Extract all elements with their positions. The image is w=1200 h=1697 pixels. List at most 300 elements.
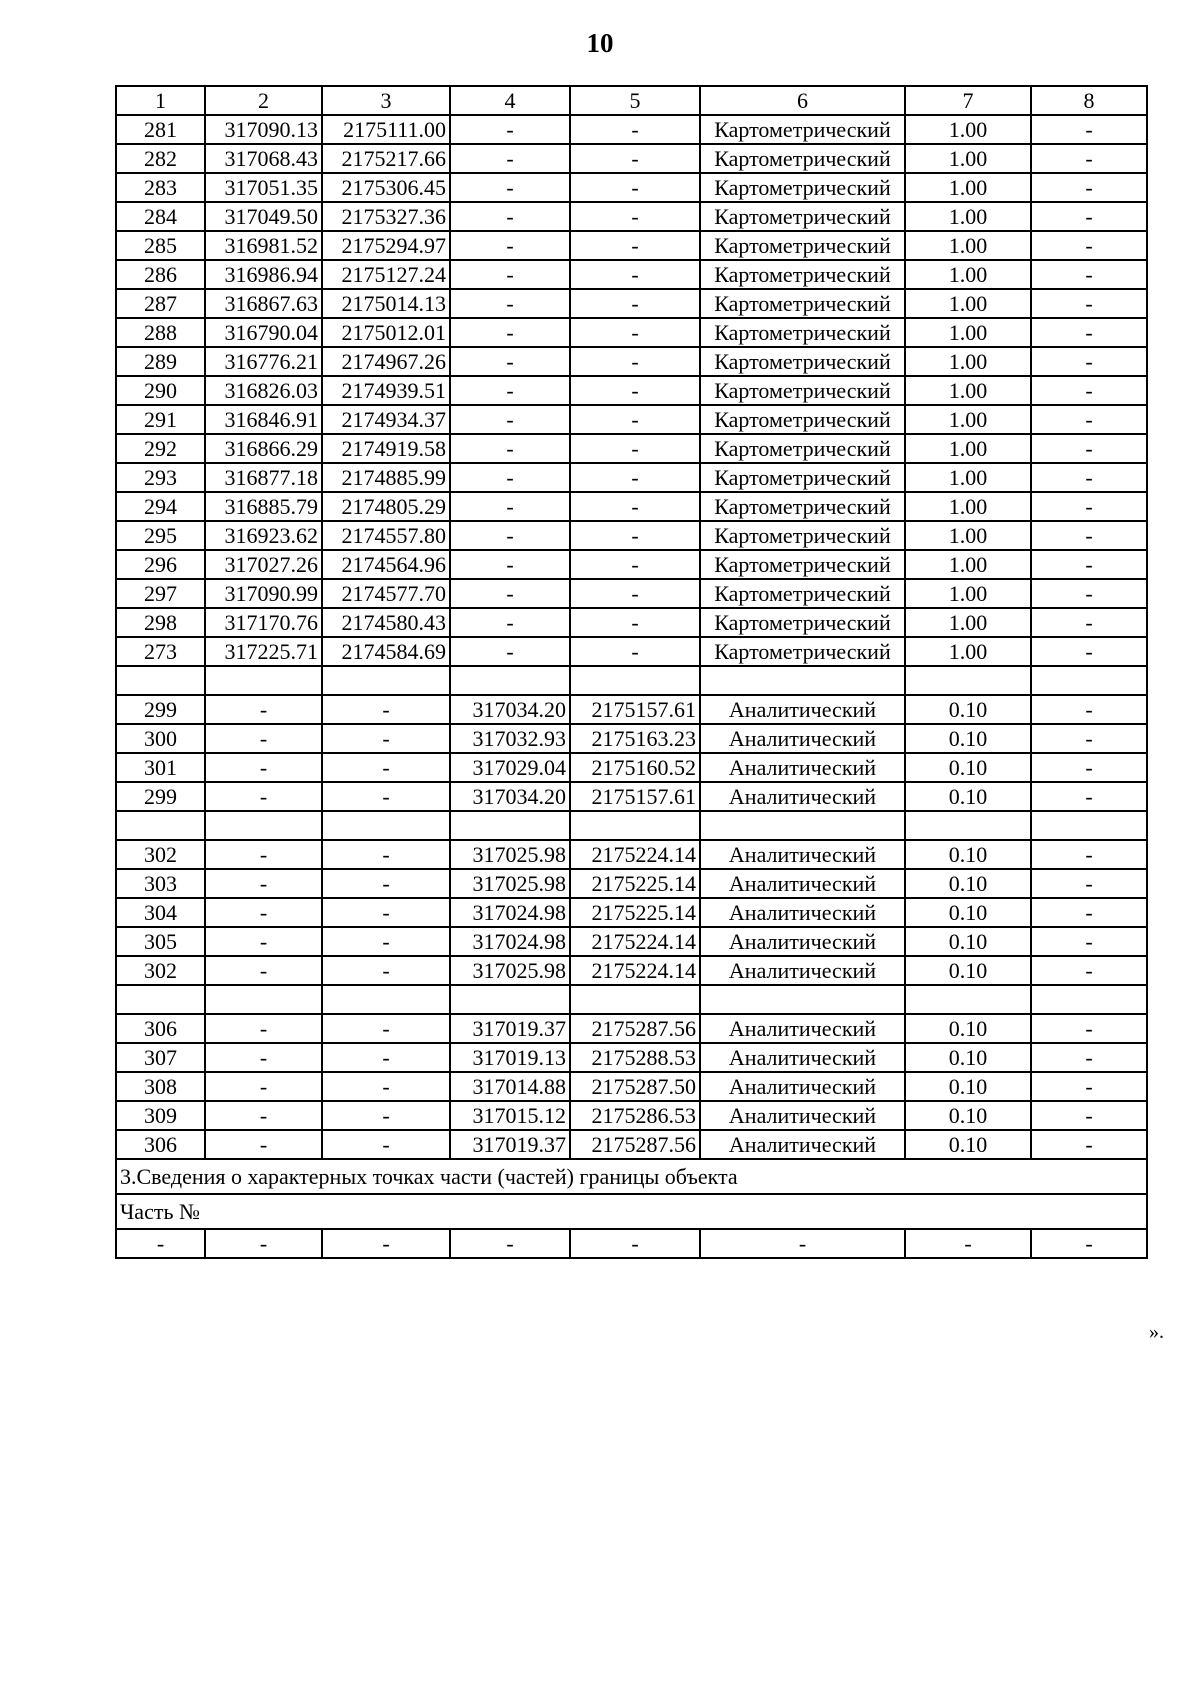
table-cell: -	[1031, 463, 1147, 492]
table-cell: 0.10	[905, 1043, 1031, 1072]
table-row	[116, 927, 1147, 956]
table-cell: -	[450, 202, 570, 231]
table-cell: Аналитический	[700, 840, 905, 869]
table-cell: 286	[116, 260, 205, 289]
table-cell: -	[570, 115, 700, 144]
table-cell: 317019.13	[450, 1043, 570, 1072]
table-spacer-row	[116, 985, 1147, 1014]
table-cell: 317051.35	[205, 173, 322, 202]
table-cell: -	[322, 724, 450, 753]
table-row	[116, 1072, 1147, 1101]
table-row	[116, 463, 1147, 492]
table-cell: -	[1031, 753, 1147, 782]
table-cell: 2174939.51	[322, 376, 450, 405]
table-cell: -	[322, 898, 450, 927]
table-cell: 2174967.26	[322, 347, 450, 376]
table-cell: -	[1031, 260, 1147, 289]
table-cell: -	[1031, 492, 1147, 521]
table-cell: 0.10	[905, 753, 1031, 782]
table-cell: -	[570, 202, 700, 231]
table-cell: -	[450, 376, 570, 405]
table-row	[116, 260, 1147, 289]
table-cell: Картометрический	[700, 521, 905, 550]
table-cell: Картометрический	[700, 347, 905, 376]
table-cell: 0.10	[905, 1101, 1031, 1130]
table-cell: 307	[116, 1043, 205, 1072]
table-cell: -	[450, 608, 570, 637]
table-cell: -	[450, 492, 570, 521]
table-cell: 317024.98	[450, 927, 570, 956]
table-cell: 0.10	[905, 840, 1031, 869]
table-cell: 316877.18	[205, 463, 322, 492]
table-cell: 291	[116, 405, 205, 434]
table-cell: 299	[116, 695, 205, 724]
table-cell: 1.00	[905, 608, 1031, 637]
table-cell: 316986.94	[205, 260, 322, 289]
table-cell: -	[570, 550, 700, 579]
table-cell: 316981.52	[205, 231, 322, 260]
table-cell: 283	[116, 173, 205, 202]
table-cell: -	[1031, 637, 1147, 666]
table-cell: -	[205, 695, 322, 724]
table-row	[116, 521, 1147, 550]
table-cell: Картометрический	[700, 463, 905, 492]
table-cell	[905, 811, 1031, 840]
table-cell: -	[570, 347, 700, 376]
table-cell: 317019.37	[450, 1014, 570, 1043]
table-cell: 285	[116, 231, 205, 260]
table-cell: 2174557.80	[322, 521, 450, 550]
table-cell: -	[1031, 231, 1147, 260]
table-cell: Аналитический	[700, 1014, 905, 1043]
table-cell: Картометрический	[700, 260, 905, 289]
table-cell: 1.00	[905, 115, 1031, 144]
table-cell: 282	[116, 144, 205, 173]
table-cell: 2175157.61	[570, 695, 700, 724]
table-cell: 1.00	[905, 144, 1031, 173]
table-cell: 305	[116, 927, 205, 956]
table-cell: -	[1031, 956, 1147, 985]
table-cell: 317014.88	[450, 1072, 570, 1101]
table-cell: -	[205, 1229, 322, 1258]
table-cell: Картометрический	[700, 318, 905, 347]
table-cell: 316846.91	[205, 405, 322, 434]
table-cell: 1.00	[905, 579, 1031, 608]
table-cell: 1.00	[905, 173, 1031, 202]
part-label: Часть №	[116, 1194, 1147, 1229]
table-cell	[450, 985, 570, 1014]
table-cell: 296	[116, 550, 205, 579]
table-cell: 292	[116, 434, 205, 463]
table-row	[116, 898, 1147, 927]
table-cell: -	[1031, 521, 1147, 550]
section-title: 3.Сведения о характерных точках части (частей) границы объекта	[116, 1159, 1147, 1194]
table-row	[116, 695, 1147, 724]
table-cell: 2175327.36	[322, 202, 450, 231]
table-cell: 2175224.14	[570, 956, 700, 985]
table-cell: -	[450, 579, 570, 608]
table-cell: -	[1031, 927, 1147, 956]
table-cell: 317068.43	[205, 144, 322, 173]
table-cell: 294	[116, 492, 205, 521]
table-cell: -	[450, 318, 570, 347]
table-cell: -	[1031, 289, 1147, 318]
table-cell: -	[205, 1014, 322, 1043]
table-cell: -	[1031, 869, 1147, 898]
table-cell: 2	[205, 86, 322, 115]
table-cell: -	[1031, 173, 1147, 202]
table-cell: -	[1031, 1043, 1147, 1072]
table-cell: 2175286.53	[570, 1101, 700, 1130]
table-cell: 1.00	[905, 434, 1031, 463]
table-cell: Картометрический	[700, 144, 905, 173]
table-cell: 0.10	[905, 927, 1031, 956]
table-cell	[700, 985, 905, 1014]
table-row	[116, 289, 1147, 318]
table-cell: 304	[116, 898, 205, 927]
table-cell: Аналитический	[700, 753, 905, 782]
table-row	[116, 318, 1147, 347]
table-cell: 317025.98	[450, 869, 570, 898]
table-cell: 306	[116, 1130, 205, 1159]
table-row	[116, 144, 1147, 173]
table-row	[116, 347, 1147, 376]
table-cell: 317025.98	[450, 956, 570, 985]
table-cell	[570, 811, 700, 840]
table-cell: 287	[116, 289, 205, 318]
table-cell: 317034.20	[450, 695, 570, 724]
table-cell: 295	[116, 521, 205, 550]
table-cell: -	[570, 637, 700, 666]
table-cell	[450, 811, 570, 840]
table-cell: -	[205, 1072, 322, 1101]
table-cell: 4	[450, 86, 570, 115]
table-row	[116, 1101, 1147, 1130]
table-cell: -	[450, 521, 570, 550]
table-cell: -	[322, 1043, 450, 1072]
table-cell: 2175225.14	[570, 898, 700, 927]
table-cell: 2175111.00	[322, 115, 450, 144]
table-cell: 317090.13	[205, 115, 322, 144]
table-cell: 309	[116, 1101, 205, 1130]
table-cell: 317019.37	[450, 1130, 570, 1159]
table-cell: -	[570, 521, 700, 550]
table-cell: -	[205, 753, 322, 782]
table-cell: 0.10	[905, 898, 1031, 927]
table-cell: 0.10	[905, 1014, 1031, 1043]
table-cell: 289	[116, 347, 205, 376]
table-cell: -	[1031, 318, 1147, 347]
table-cell: -	[1031, 115, 1147, 144]
table-cell: Аналитический	[700, 724, 905, 753]
table-row	[116, 782, 1147, 811]
table-cell: 1.00	[905, 376, 1031, 405]
table-cell: -	[205, 782, 322, 811]
table-cell: 298	[116, 608, 205, 637]
table-cell: 317225.71	[205, 637, 322, 666]
table-cell: -	[450, 347, 570, 376]
table-cell: 317090.99	[205, 579, 322, 608]
table-cell: Аналитический	[700, 782, 905, 811]
table-cell: -	[116, 1229, 205, 1258]
table-cell: Аналитический	[700, 927, 905, 956]
table-cell: 5	[570, 86, 700, 115]
table-cell: 1.00	[905, 289, 1031, 318]
table-cell: Аналитический	[700, 869, 905, 898]
table-spacer-row	[116, 811, 1147, 840]
table-cell	[116, 811, 205, 840]
table-cell: -	[322, 1229, 450, 1258]
table-cell: 316885.79	[205, 492, 322, 521]
table-cell: -	[570, 1229, 700, 1258]
table-cell: 7	[905, 86, 1031, 115]
table-cell: -	[700, 1229, 905, 1258]
closing-mark: ».	[1149, 1321, 1164, 1343]
table-cell: -	[450, 289, 570, 318]
table-cell: 1.00	[905, 550, 1031, 579]
table-cell: 302	[116, 956, 205, 985]
table-row	[116, 1014, 1147, 1043]
table-cell: 1	[116, 86, 205, 115]
table-cell: 299	[116, 782, 205, 811]
table-cell: -	[322, 840, 450, 869]
table-cell: -	[322, 695, 450, 724]
table-cell	[700, 811, 905, 840]
table-cell: 317027.26	[205, 550, 322, 579]
table-cell: 317049.50	[205, 202, 322, 231]
table-cell: -	[322, 753, 450, 782]
table-cell: Картометрический	[700, 608, 905, 637]
table-cell: -	[1031, 782, 1147, 811]
table-cell: -	[1031, 144, 1147, 173]
table-cell: -	[570, 289, 700, 318]
table-cell: 2175217.66	[322, 144, 450, 173]
table-cell: 293	[116, 463, 205, 492]
table-cell: 2174805.29	[322, 492, 450, 521]
table-cell	[570, 985, 700, 1014]
table-row	[116, 492, 1147, 521]
table-cell: 316867.63	[205, 289, 322, 318]
table-cell: 1.00	[905, 405, 1031, 434]
table-cell: -	[570, 405, 700, 434]
table-cell: 2174934.37	[322, 405, 450, 434]
table-row	[116, 753, 1147, 782]
table-cell: 281	[116, 115, 205, 144]
part-label-row	[116, 1194, 1147, 1229]
section-title-row	[116, 1159, 1147, 1194]
table-cell	[116, 985, 205, 1014]
table-cell: -	[322, 869, 450, 898]
table-cell: 2174580.43	[322, 608, 450, 637]
table-cell: 0.10	[905, 1072, 1031, 1101]
table-cell: 317032.93	[450, 724, 570, 753]
table-cell: -	[450, 260, 570, 289]
table-cell: Картометрический	[700, 289, 905, 318]
table-row	[116, 1130, 1147, 1159]
table-cell: 2174577.70	[322, 579, 450, 608]
table-cell: Картометрический	[700, 115, 905, 144]
table-cell	[322, 985, 450, 1014]
table-cell	[205, 811, 322, 840]
table-cell: -	[1031, 376, 1147, 405]
table-cell: 2175014.13	[322, 289, 450, 318]
table-cell: 300	[116, 724, 205, 753]
table-cell: Картометрический	[700, 202, 905, 231]
table-cell: 0.10	[905, 956, 1031, 985]
table-cell: Картометрический	[700, 637, 905, 666]
table-cell: 290	[116, 376, 205, 405]
table-cell: Аналитический	[700, 1043, 905, 1072]
table-cell: -	[905, 1229, 1031, 1258]
table-cell: 2174885.99	[322, 463, 450, 492]
table-row	[116, 173, 1147, 202]
table-cell: -	[1031, 695, 1147, 724]
table-cell: 2175224.14	[570, 927, 700, 956]
table-cell: -	[1031, 724, 1147, 753]
table-cell: 317034.20	[450, 782, 570, 811]
table-cell: -	[570, 144, 700, 173]
table-cell: -	[205, 869, 322, 898]
table-cell: 2174564.96	[322, 550, 450, 579]
table-cell: 297	[116, 579, 205, 608]
table-cell	[450, 666, 570, 695]
table-cell: -	[450, 550, 570, 579]
table-cell: -	[450, 1229, 570, 1258]
table-cell: 1.00	[905, 231, 1031, 260]
table-cell: -	[1031, 608, 1147, 637]
table-cell: 2174919.58	[322, 434, 450, 463]
table-cell: 1.00	[905, 492, 1031, 521]
table-row	[116, 579, 1147, 608]
table-cell: 3	[322, 86, 450, 115]
table-cell: Картометрический	[700, 492, 905, 521]
table-cell: 2175287.56	[570, 1014, 700, 1043]
table-row	[116, 1229, 1147, 1258]
table-cell: 2174584.69	[322, 637, 450, 666]
table-cell: -	[1031, 550, 1147, 579]
table-cell: -	[1031, 579, 1147, 608]
table-row	[116, 1043, 1147, 1072]
table-cell: 308	[116, 1072, 205, 1101]
table-cell: 1.00	[905, 318, 1031, 347]
table-cell: -	[570, 376, 700, 405]
table-header-row	[116, 86, 1147, 115]
table-cell: -	[570, 318, 700, 347]
table-cell: Картометрический	[700, 405, 905, 434]
table-cell: -	[450, 434, 570, 463]
table-cell: 0.10	[905, 782, 1031, 811]
table-cell	[322, 666, 450, 695]
table-cell: Аналитический	[700, 1072, 905, 1101]
table-cell: Аналитический	[700, 898, 905, 927]
table-cell: 0.10	[905, 695, 1031, 724]
table-cell: 8	[1031, 86, 1147, 115]
table-cell	[570, 666, 700, 695]
table-cell: -	[1031, 434, 1147, 463]
table-cell: 317025.98	[450, 840, 570, 869]
table-cell: -	[1031, 1014, 1147, 1043]
table-cell: 316790.04	[205, 318, 322, 347]
table-cell: 6	[700, 86, 905, 115]
table-cell: 2175160.52	[570, 753, 700, 782]
table-cell: 316923.62	[205, 521, 322, 550]
table-cell: 2175012.01	[322, 318, 450, 347]
table-cell: Аналитический	[700, 1130, 905, 1159]
table-cell: 284	[116, 202, 205, 231]
table-cell: -	[205, 956, 322, 985]
table-cell: -	[1031, 1072, 1147, 1101]
table-cell: Картометрический	[700, 173, 905, 202]
table-cell: -	[1031, 1229, 1147, 1258]
table-row	[116, 115, 1147, 144]
table-cell: -	[322, 1130, 450, 1159]
table-cell: -	[450, 231, 570, 260]
table-row	[116, 637, 1147, 666]
table-cell: -	[450, 637, 570, 666]
coordinates-table	[115, 85, 1148, 1259]
table-cell: -	[322, 927, 450, 956]
table-cell: 1.00	[905, 521, 1031, 550]
table-row	[116, 376, 1147, 405]
table-cell: 1.00	[905, 260, 1031, 289]
table-row	[116, 202, 1147, 231]
table-cell: 317015.12	[450, 1101, 570, 1130]
table-cell: Картометрический	[700, 550, 905, 579]
table-cell: 1.00	[905, 347, 1031, 376]
table-cell: Аналитический	[700, 1101, 905, 1130]
table-cell: -	[450, 173, 570, 202]
table-row	[116, 724, 1147, 753]
table-cell: -	[205, 1101, 322, 1130]
table-cell	[322, 811, 450, 840]
table-cell: 2175306.45	[322, 173, 450, 202]
table-cell	[1031, 811, 1147, 840]
table-cell: 2175157.61	[570, 782, 700, 811]
table-cell: Картометрический	[700, 434, 905, 463]
table-cell: -	[205, 1130, 322, 1159]
table-cell: 2175287.50	[570, 1072, 700, 1101]
table-row	[116, 608, 1147, 637]
table-row	[116, 840, 1147, 869]
table-cell: 2175294.97	[322, 231, 450, 260]
table-cell: 2175225.14	[570, 869, 700, 898]
table-cell: -	[1031, 405, 1147, 434]
page-number: 10	[586, 28, 614, 58]
table-cell: 1.00	[905, 202, 1031, 231]
table-cell: 2175287.56	[570, 1130, 700, 1159]
table-cell: 288	[116, 318, 205, 347]
table-row	[116, 550, 1147, 579]
table-cell: -	[1031, 202, 1147, 231]
table-cell: 273	[116, 637, 205, 666]
table-cell	[1031, 985, 1147, 1014]
table-cell: 316776.21	[205, 347, 322, 376]
table-cell: 306	[116, 1014, 205, 1043]
table-cell: -	[205, 898, 322, 927]
table-cell: -	[1031, 1101, 1147, 1130]
table-cell: -	[450, 405, 570, 434]
table-cell: -	[205, 840, 322, 869]
table-cell: 316826.03	[205, 376, 322, 405]
table-cell	[1031, 666, 1147, 695]
table-cell: -	[1031, 347, 1147, 376]
table-cell: 2175127.24	[322, 260, 450, 289]
table-cell: Аналитический	[700, 956, 905, 985]
table-cell: -	[450, 115, 570, 144]
table-cell: -	[1031, 898, 1147, 927]
table-cell: 0.10	[905, 869, 1031, 898]
table-cell: 303	[116, 869, 205, 898]
